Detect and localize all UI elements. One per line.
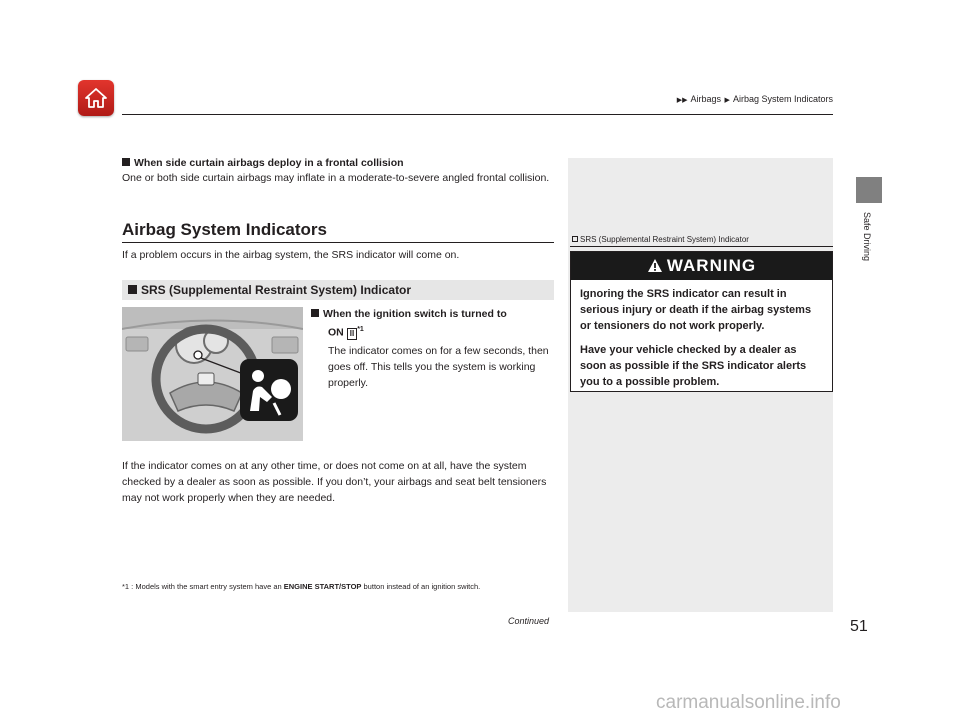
warning-triangle-icon [647, 258, 663, 273]
square-bullet-icon [122, 158, 130, 166]
section-title: Airbag System Indicators [122, 220, 328, 239]
page-number: 51 [850, 618, 868, 635]
ignition-position-badge: II [347, 328, 357, 340]
square-bullet-icon [311, 309, 319, 317]
header-rule [122, 114, 833, 115]
sidebar-note-rule [570, 246, 833, 247]
ignition-heading-line2: ON II $^{*1}$ [328, 326, 364, 339]
continued-label: Continued [508, 616, 550, 626]
warning-text-2: Have your vehicle checked by a dealer as soon as possible if the SRS indicator alerts you to a possible problem. [580, 344, 807, 388]
section-rule [122, 242, 554, 243]
chapter-tab[interactable] [856, 177, 882, 203]
warning-text-1: Ignoring the SRS indicator can result in serious injury or death if the airbag systems or tensioners do not work properly. [580, 288, 812, 332]
breadcrumb [676, 94, 833, 104]
footnote-bold-term: ENGINE START/STOP [283, 582, 362, 591]
footnote-ref[interactable]: *1 [357, 326, 364, 333]
breadcrumb-arrow-icon: ▶▶ [676, 97, 688, 104]
breadcrumb-item-current: Airbag System Indicators [732, 94, 833, 104]
reference-icon [572, 236, 578, 242]
side-curtain-section [122, 156, 554, 186]
ignition-heading: When the ignition switch is turned to [311, 306, 555, 322]
warning-header: WARNING [571, 252, 832, 280]
watermark: carmanualsonline.info [656, 692, 841, 713]
square-bullet-icon [128, 285, 137, 294]
breadcrumb-item-airbags[interactable]: Airbags [690, 94, 722, 104]
home-icon [84, 86, 108, 110]
home-button[interactable] [78, 80, 114, 116]
ignition-on-section [311, 306, 555, 391]
subsection-header: SRS (Supplemental Restraint System) Indicator [122, 280, 554, 300]
indicator-advice: If the indicator comes on at any other time, or does not come on at all, have the system checked by a dealer as soon as possible. If you don’t, your airbags and seat belt tensioners may not work properly when they are needed. [122, 460, 547, 504]
side-curtain-body: One or both side curtain airbags may inflate in a moderate-to-severe angled frontal collision. [122, 172, 550, 184]
breadcrumb-arrow-icon: ▶ [724, 97, 730, 104]
ignition-body: The indicator comes on for a few seconds, then goes off. This tells you the system is working properly. [328, 344, 549, 389]
chapter-label: Safe Driving [862, 212, 872, 262]
sidebar-note-title: SRS (Supplemental Restraint System) Indicator [572, 235, 749, 244]
side-curtain-heading: When side curtain airbags deploy in a frontal collision [122, 156, 554, 170]
warning-box [570, 251, 833, 392]
dashboard-illustration [122, 307, 303, 441]
footnote: *1 : Models with the smart entry system have an ENGINE START/STOP button instead of an ignition switch. [122, 582, 481, 591]
section-intro: If a problem occurs in the airbag system, the SRS indicator will come on. [122, 249, 460, 261]
